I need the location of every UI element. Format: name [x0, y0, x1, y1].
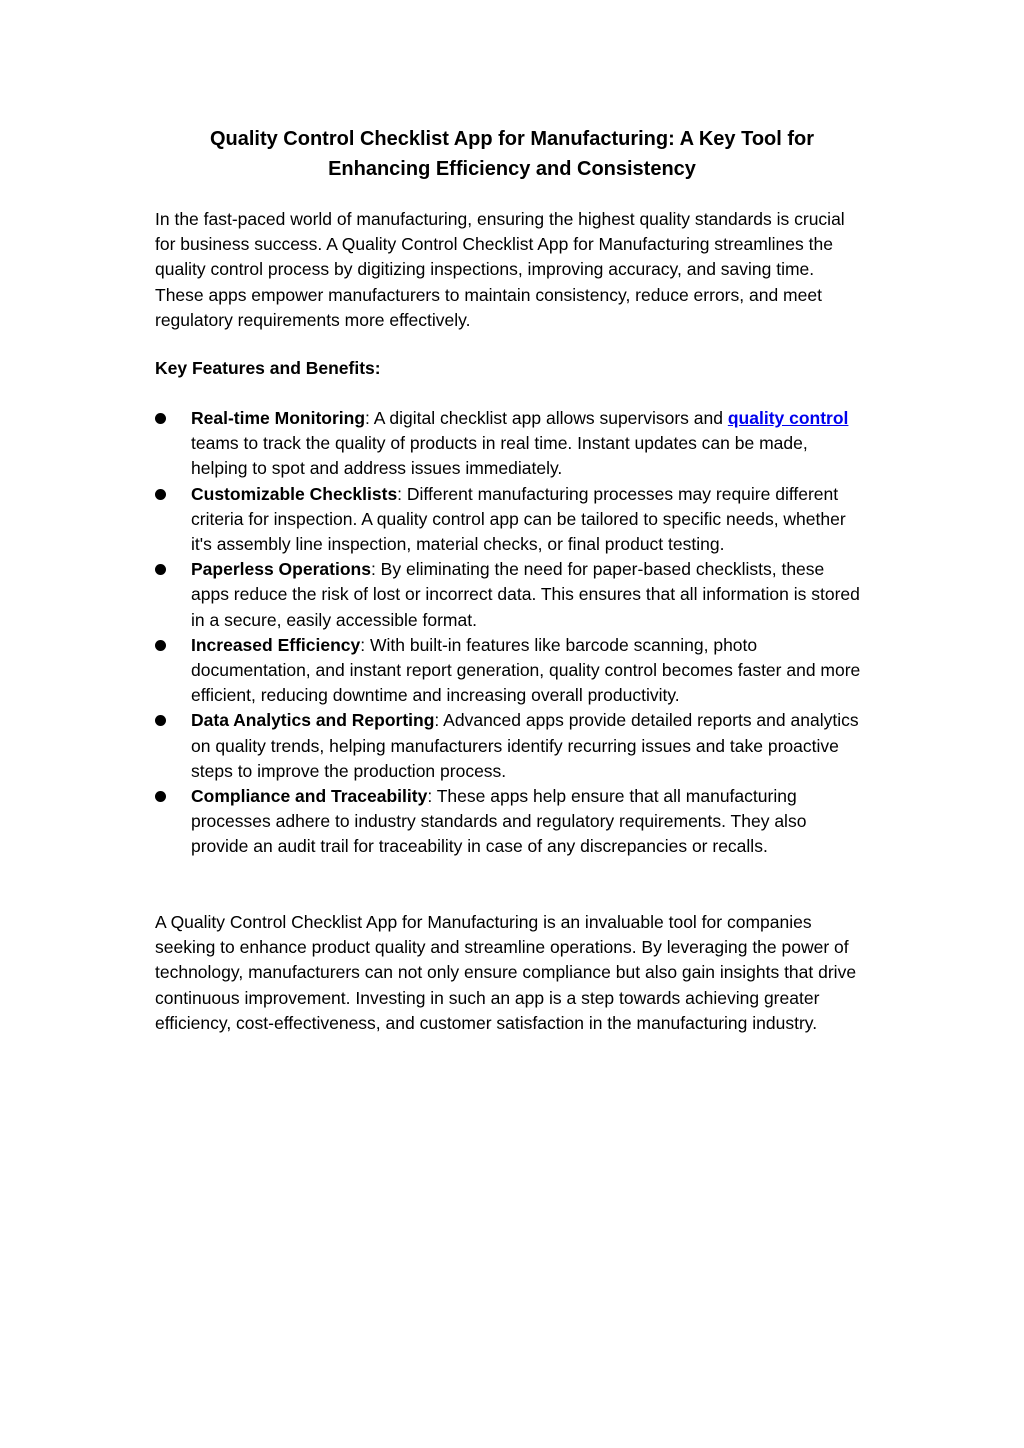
list-item — [155, 708, 867, 784]
bullet-icon — [155, 489, 166, 500]
feature-name: Increased Efficiency — [191, 634, 361, 655]
feature-name: Compliance and Traceability — [191, 786, 428, 807]
title-line-2: Enhancing Efficiency and Consistency — [328, 158, 696, 180]
list-item — [155, 633, 867, 709]
intro-paragraph: In the fast-paced world of manufacturing, ensuring the highest quality standards is crucial for business success. A Quality Control Checklist App for Manufacturing streamlines the quality control process by digitizing inspections, improving accuracy, and saving time. These apps empower manufacturers to maintain consistency, reduce errors, and meet regulatory requirements more effectively. — [155, 209, 845, 330]
list-item — [155, 406, 867, 482]
document-title — [150, 124, 874, 184]
list-item — [155, 784, 867, 860]
feature-text: : These apps help ensure that all manufacturing processes adhere to industry standards and regulatory requirements. They also provide an audit trail for traceability in case of any discrepancies or recalls. — [191, 786, 807, 857]
title-line-1: Quality Control Checklist App for Manufacturing: A Key Tool for — [209, 128, 815, 150]
list-item — [155, 482, 867, 558]
quality-control-link[interactable]: quality control — [727, 408, 849, 428]
feature-name: Data Analytics and Reporting — [191, 710, 435, 731]
feature-text: : Advanced apps provide detailed reports and analytics on quality trends, helping manufacturers identify recurring issues and take proactive steps to improve the production process. — [191, 710, 859, 781]
feature-name: Paperless Operations — [191, 559, 371, 580]
feature-text: : A digital checklist app allows supervisors and — [365, 408, 728, 428]
features-heading: Key Features and Benefits: — [155, 358, 381, 378]
feature-name: Customizable Checklists — [191, 483, 398, 504]
list-item — [155, 557, 867, 633]
feature-text: teams to track the quality of products in real time. Instant updates can be made, helping to spot and address issues immediately. — [191, 433, 808, 479]
feature-name: Real-time Monitoring — [191, 408, 366, 428]
conclusion-paragraph: A Quality Control Checklist App for Manufacturing is an invaluable tool for companies seeking to enhance product quality and streamline operations. By leveraging the power of technology, manufacturers can not only ensure compliance but also gain insights that drive continuous improvement. Investing in such an app is a step towards achieving greater efficiency, cost-effectiveness, and customer satisfaction in the manufacturing industry. — [155, 912, 857, 1033]
bullet-icon — [155, 413, 166, 424]
features-list — [155, 406, 867, 860]
bullet-icon — [155, 791, 166, 802]
feature-text: : Different manufacturing processes may require different criteria for inspection. A quality control app can be tailored to specific needs, whether it's assembly line inspection, material checks, or final product testing. — [191, 483, 846, 555]
bullet-icon — [155, 715, 166, 726]
feature-text: : With built-in features like barcode scanning, photo documentation, and instant report generation, quality control becomes faster and more efficient, reducing downtime and increasing overall productivity. — [191, 634, 861, 706]
feature-text: : By eliminating the need for paper-based checklists, these apps reduce the risk of lost or incorrect data. This ensures that all information is stored in a secure, easily accessible format. — [191, 559, 860, 630]
bullet-icon — [155, 564, 166, 575]
bullet-icon — [155, 640, 166, 651]
